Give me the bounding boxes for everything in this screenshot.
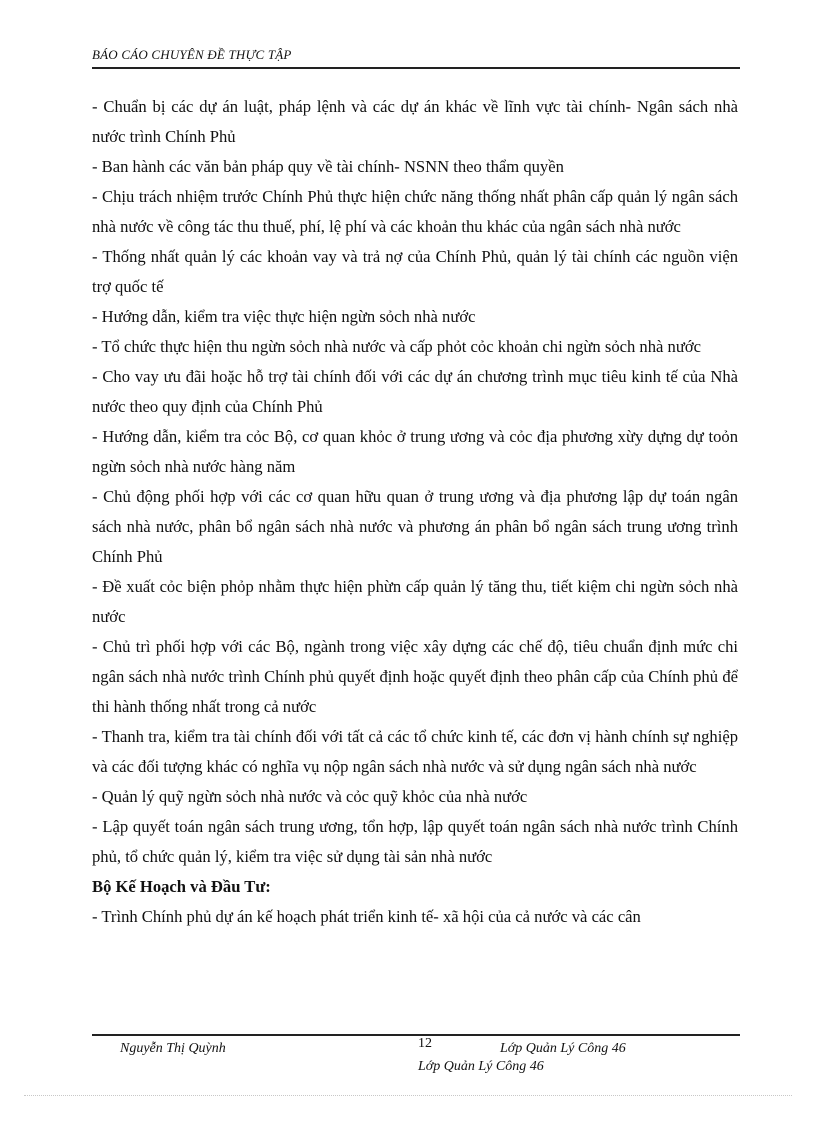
paragraph-7: - Cho vay ưu đãi hoặc hỗ trợ tài chính đối với các dự án chương trình mục tiêu kinh tế của Nhà nước theo quy định của Chính Phủ [92, 367, 738, 416]
header-divider [92, 67, 740, 69]
paragraph-3: - Chịu trách nhiệm trước Chính Phủ thực hiện chức năng thống nhất phân cấp quản lý ngân sách nhà nước về công tác thu thuế, phí, lệ phí và các khoản thu khác của ngân sách nhà nước [92, 187, 738, 236]
paragraph-6: - Tổ chức thực hiện thu ngừn sỏch nhà nước và cấp phỏt cỏc khoản chi ngừn sỏch nhà nước [92, 337, 701, 356]
paragraph-2: - Ban hành các văn bản pháp quy về tài chính- NSNN theo thẩm quyền [92, 157, 564, 176]
paragraph-10: - Đề xuất cỏc biện phỏp nhằm thực hiện phừn cấp quản lý tăng thu, tiết kiệm chi ngừn sỏch nhà nước [92, 577, 738, 626]
footer-class-name: Lớp Quản Lý Công 46 [500, 1041, 626, 1056]
footer-divider [92, 1034, 740, 1036]
paragraph-12: - Thanh tra, kiểm tra tài chính đối với tất cả các tổ chức kinh tế, các đơn vị hành chính sự nghiệp và các đối tượng khác có nghĩa vụ nộp ngân sách nhà nước và sử dụng ngân sách nhà nước [92, 727, 738, 776]
footer-author: Nguyễn Thị Quỳnh [120, 1041, 226, 1056]
paragraph-8: - Hướng dẫn, kiểm tra cỏc Bộ, cơ quan khỏc ở trung ương và cỏc địa phương xừy dựng dự toỏn ngừn sỏch nhà nước hàng năm [92, 427, 738, 476]
page-header-title: BÁO CÁO CHUYÊN ĐỀ THỰC TẬP [92, 47, 292, 62]
paragraph-1: - Chuẩn bị các dự án luật, pháp lệnh và các dự án khác về lĩnh vực tài chính- Ngân sách nhà nước trình Chính Phủ [92, 97, 738, 146]
section-heading: Bộ Kế Hoạch và Đầu Tư: [92, 877, 271, 896]
paragraph-9: - Chủ động phối hợp với các cơ quan hữu quan ở trung ương và địa phương lập dự toán ngân sách nhà nước, phân bổ ngân sách nhà nước và phương án phân bổ ngân sách trung ương trình Chính Phủ [92, 487, 738, 566]
document-body [92, 92, 738, 932]
paragraph-5: - Hướng dẫn, kiểm tra việc thực hiện ngừn sỏch nhà nước [92, 307, 476, 326]
footer-class-name-repeat: Lớp Quản Lý Công 46 [418, 1059, 544, 1074]
paragraph-15: - Trình Chính phủ dự án kế hoạch phát triển kinh tế- xã hội của cả nước và các cân [92, 907, 641, 926]
paragraph-4: - Thống nhất quản lý các khoản vay và trả nợ của Chính Phủ, quản lý tài chính các nguồn viện trợ quốc tế [92, 247, 738, 296]
paragraph-11: - Chủ trì phối hợp với các Bộ, ngành trong việc xây dựng các chế độ, tiêu chuẩn định mức chi ngân sách nhà nước trình Chính phủ quyết định hoặc quyết định theo phân cấp của Chính phủ để thi hành thống nhất trong cả nước [92, 637, 738, 716]
paragraph-14: - Lập quyết toán ngân sách trung ương, tổn hợp, lập quyết toán ngân sách nhà nước trình Chính phủ, tổ chức quản lý, kiểm tra việc sử dụng tài sản nhà nước [92, 817, 738, 866]
paragraph-13: - Quản lý quỹ ngừn sỏch nhà nước và cỏc quỹ khỏc của nhà nước [92, 787, 528, 806]
page-bottom-dotted-line [24, 1095, 792, 1096]
page-number: 12 [418, 1036, 432, 1051]
